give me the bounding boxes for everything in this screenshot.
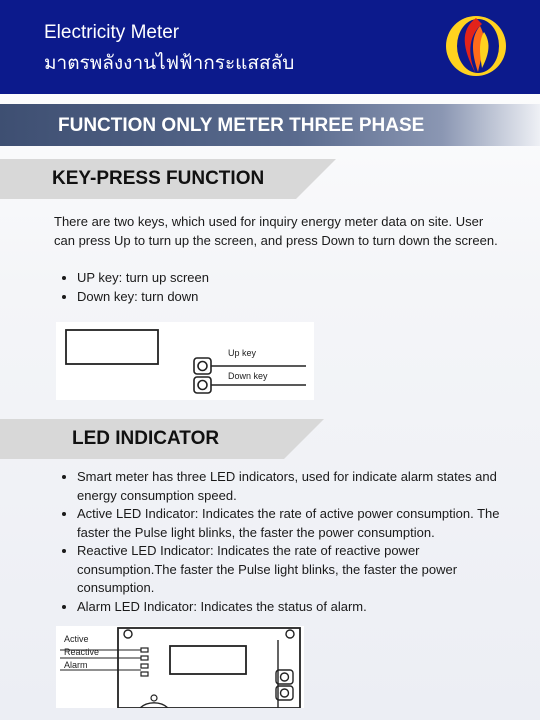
active-led-label: Active: [64, 634, 89, 644]
company-logo: [436, 12, 516, 80]
list-item: • Down key: turn down: [77, 288, 517, 307]
meter-keys-diagram: [56, 322, 314, 400]
list-item: • UP key: turn up screen: [77, 269, 517, 288]
key-press-list: [55, 269, 517, 306]
alarm-led-label: Alarm: [64, 660, 88, 670]
led-list: [55, 468, 517, 616]
key-press-paragraph: There are two keys, which used for inquiry energy meter data on site. User can press Up to turn up the screen, and press Down to turn down the screen.: [54, 214, 498, 248]
key-press-heading: KEY-PRESS FUNCTION: [52, 168, 265, 189]
section-band: [0, 104, 540, 146]
list-item: • Alarm LED Indicator: Indicates the status of alarm.: [77, 598, 517, 617]
list-item: • Active LED Indicator: Indicates the rate of active power consumption. The faster the Pulse light blinks, the faster the power consumption.: [77, 505, 517, 542]
band-title: FUNCTION ONLY METER THREE PHASE: [58, 115, 425, 136]
up-key-label: Up key: [228, 348, 257, 358]
key-press-heading-tab: [0, 159, 340, 199]
header-bar: [0, 0, 540, 94]
list-item: • Smart meter has three LED indicators, used for indicate alarm states and energy consumption speed.: [77, 468, 517, 505]
led-figure: [56, 626, 304, 708]
list-item: • Reactive LED Indicator: Indicates the rate of reactive power consumption.The faster the Pulse light blinks, the faster the power consumption.: [77, 542, 517, 598]
led-heading-tab: [0, 419, 330, 459]
key-press-figure: [56, 322, 314, 400]
led-heading: LED INDICATOR: [72, 428, 220, 449]
reactive-led-label: Reactive: [64, 647, 100, 657]
down-key-label: Down key: [228, 371, 268, 381]
header-title-en: Electricity Meter: [44, 22, 180, 43]
meter-led-diagram: [56, 626, 304, 708]
header-title-th: มาตรพลังงานไฟฟ้ากระแสสลับ: [44, 52, 295, 74]
